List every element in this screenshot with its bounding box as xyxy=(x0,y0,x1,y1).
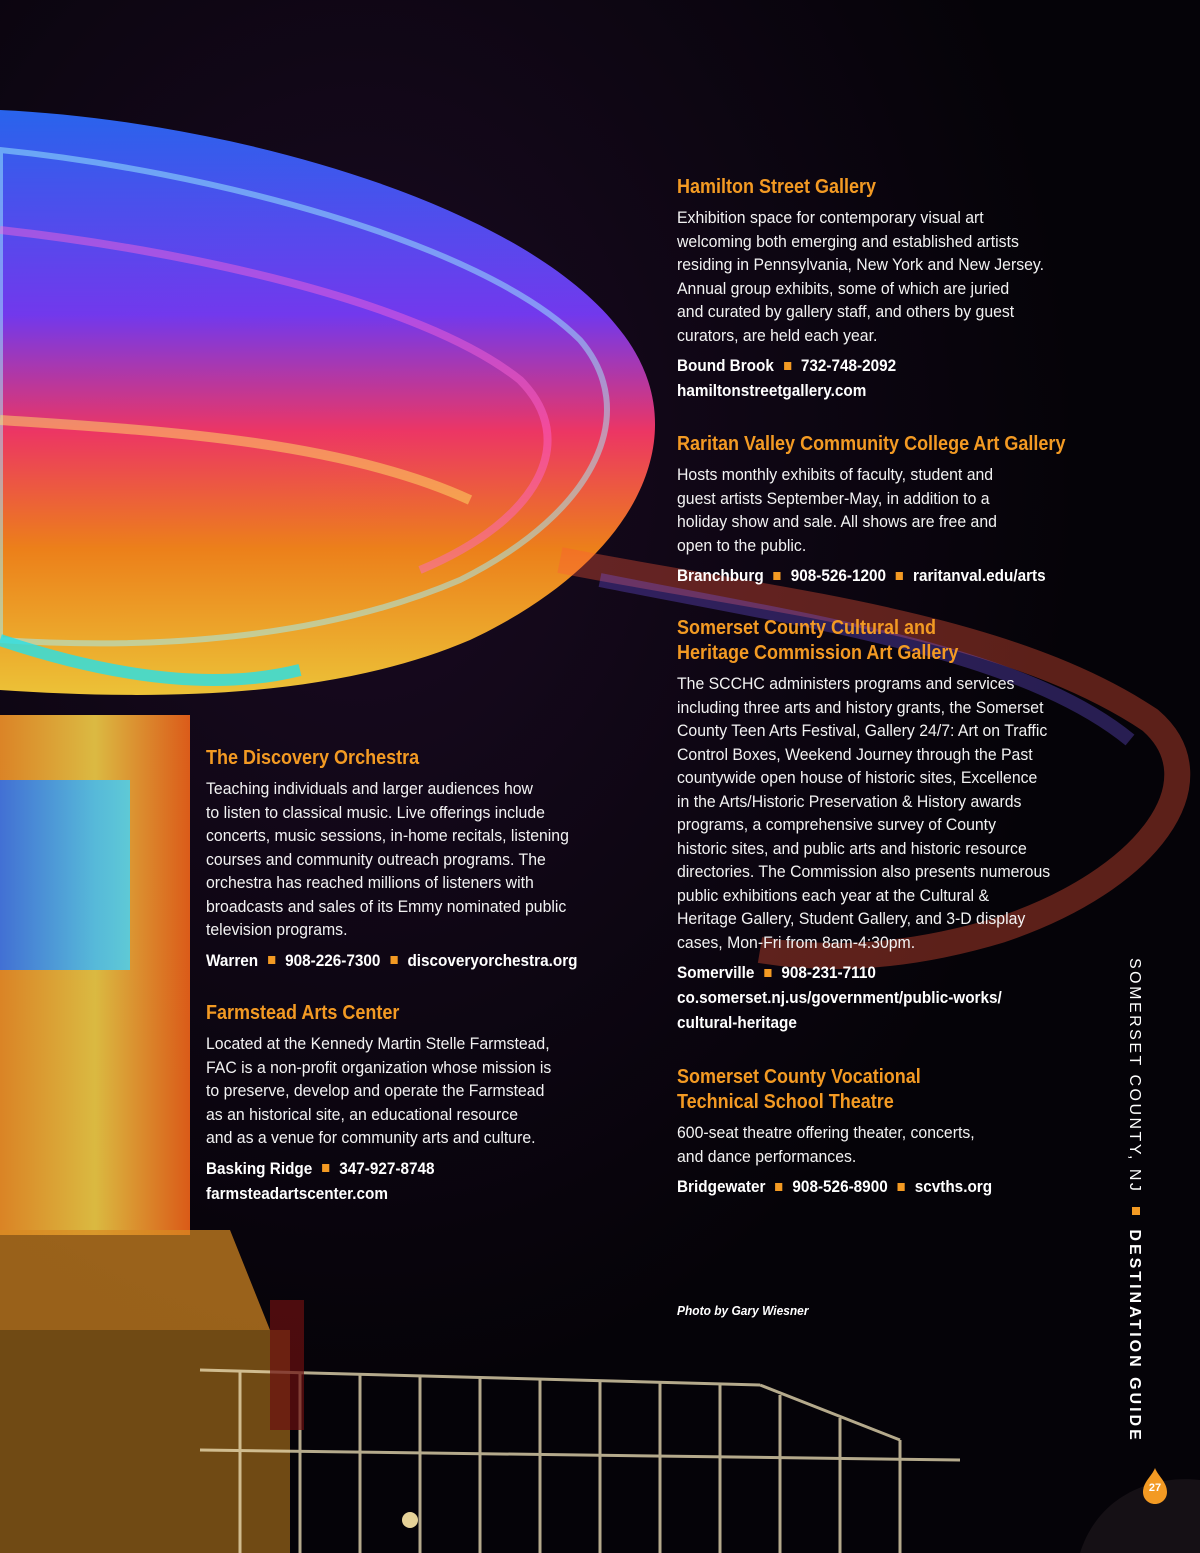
separator-square-icon xyxy=(268,956,275,964)
entry-description: Teaching individuals and larger audiences how to listen to classical music. Live offerings include concerts, music sessions, in-home recitals, listening courses and community outreach programs. The orchestra has reached millions of listeners with broadcasts and sales of its Emmy nominated public television programs. xyxy=(206,779,569,939)
entry-phone[interactable]: 347-927-8748 xyxy=(339,1158,435,1178)
entry-website[interactable]: farmsteadartscenter.com xyxy=(206,1183,388,1203)
entry-scchc-art-gallery xyxy=(677,616,1147,1035)
entry-contact xyxy=(206,1156,611,1181)
entry-description: Exhibition space for contemporary visual art welcoming both emerging and established artists residing in Pennsylvania, New York and New Jersey. Annual group exhibits, some of which are juried and curated by gallery staff, and others by guest curators, are held each year. xyxy=(677,208,1045,345)
separator-square-icon xyxy=(784,362,791,370)
separator-square-icon xyxy=(898,1183,905,1191)
entry-description: 600-seat theatre offering theater, concerts, and dance performances. xyxy=(677,1123,975,1166)
entry-phone[interactable]: 908-226-7300 xyxy=(285,950,381,970)
entry-description: The SCCHC administers programs and services including three arts and history grants, the Somerset County Teen Arts Festival, Gallery 24/7: Art on Traffic Control Boxes, Weekend Journey through the Past countywide open house of historic sites, Excellence in the Arts/Historic Preservation & History awards programs, a comprehensive survey of County historic sites, and public arts and historic resource directories. The Commission also presents numerous public exhibitions each year at the Cultural & Heritage Gallery, Student Gallery, and 3-D display cases, Mon-Fri from 8am-4:30pm. xyxy=(677,674,1051,952)
entry-hamilton-street-gallery xyxy=(677,175,1147,403)
entry-phone[interactable]: 908-526-8900 xyxy=(792,1177,888,1196)
entry-title: Raritan Valley Community College Art Gallery xyxy=(677,433,1066,455)
photo-credit: Photo by Gary Wiesner xyxy=(677,1303,809,1318)
entry-town: Somerville xyxy=(677,963,755,982)
separator-square-icon xyxy=(1132,1207,1140,1215)
entry-website-continued[interactable]: cultural-heritage xyxy=(677,1013,797,1032)
separator-square-icon xyxy=(896,572,903,580)
entry-raritan-valley-gallery xyxy=(677,432,1147,588)
entry-contact xyxy=(677,353,1100,378)
entry-contact xyxy=(677,1174,1100,1199)
entry-contact xyxy=(677,960,1100,985)
entry-title: Somerset County Cultural and Heritage Commission Art Gallery xyxy=(677,617,959,664)
entry-title: Somerset County Vocational Technical School Theatre xyxy=(677,1066,921,1113)
entry-title: The Discovery Orchestra xyxy=(206,747,420,769)
entry-website[interactable]: discoveryorchestra.org xyxy=(407,950,578,970)
entry-vocational-theatre xyxy=(677,1065,1147,1199)
entry-discovery-orchestra xyxy=(206,746,656,973)
entry-town: Bound Brook xyxy=(677,356,774,375)
entry-website[interactable]: raritanval.edu/arts xyxy=(912,566,1046,585)
entry-town: Basking Ridge xyxy=(206,1158,313,1178)
entry-town: Branchburg xyxy=(677,566,764,585)
entry-town: Bridgewater xyxy=(677,1177,766,1196)
entry-website[interactable]: scvths.org xyxy=(914,1177,993,1196)
separator-square-icon xyxy=(390,956,397,964)
page-number: 27 xyxy=(1148,1482,1162,1494)
separator-square-icon xyxy=(764,969,771,977)
entry-town: Warren xyxy=(206,950,259,970)
entry-farmstead-arts-center xyxy=(206,1001,656,1206)
vertical-sidebar-label xyxy=(1125,958,1143,1458)
entry-description: Hosts monthly exhibits of faculty, student and guest artists September-May, in addition to a holiday show and sale. All shows are free and open to the public. xyxy=(677,465,997,555)
entry-phone[interactable]: 908-231-7110 xyxy=(781,963,876,982)
separator-square-icon xyxy=(774,572,781,580)
entry-phone[interactable]: 732-748-2092 xyxy=(800,356,897,375)
entry-description: Located at the Kennedy Martin Stelle Farmstead, FAC is a non-profit organization whose mission is to preserve, develop and operate the Farmstead as an historical site, an educational resource and as a venue for community arts and culture. xyxy=(206,1034,552,1147)
sidebar-guide-title: DESTINATION GUIDE xyxy=(1126,1229,1143,1443)
entry-title: Farmstead Arts Center xyxy=(206,1002,400,1024)
sidebar-location: SOMERSET COUNTY, NJ xyxy=(1126,958,1143,1194)
entry-title: Hamilton Street Gallery xyxy=(677,176,877,198)
separator-square-icon xyxy=(322,1164,329,1172)
entry-website[interactable]: hamiltonstreetgallery.com xyxy=(677,381,867,400)
entry-website[interactable]: co.somerset.nj.us/government/public-works/ xyxy=(677,988,1002,1007)
separator-square-icon xyxy=(775,1183,782,1191)
page-number-badge xyxy=(1143,1468,1167,1504)
entry-phone[interactable]: 908-526-1200 xyxy=(790,566,886,585)
entry-contact xyxy=(206,948,611,973)
entry-contact xyxy=(677,563,1100,588)
